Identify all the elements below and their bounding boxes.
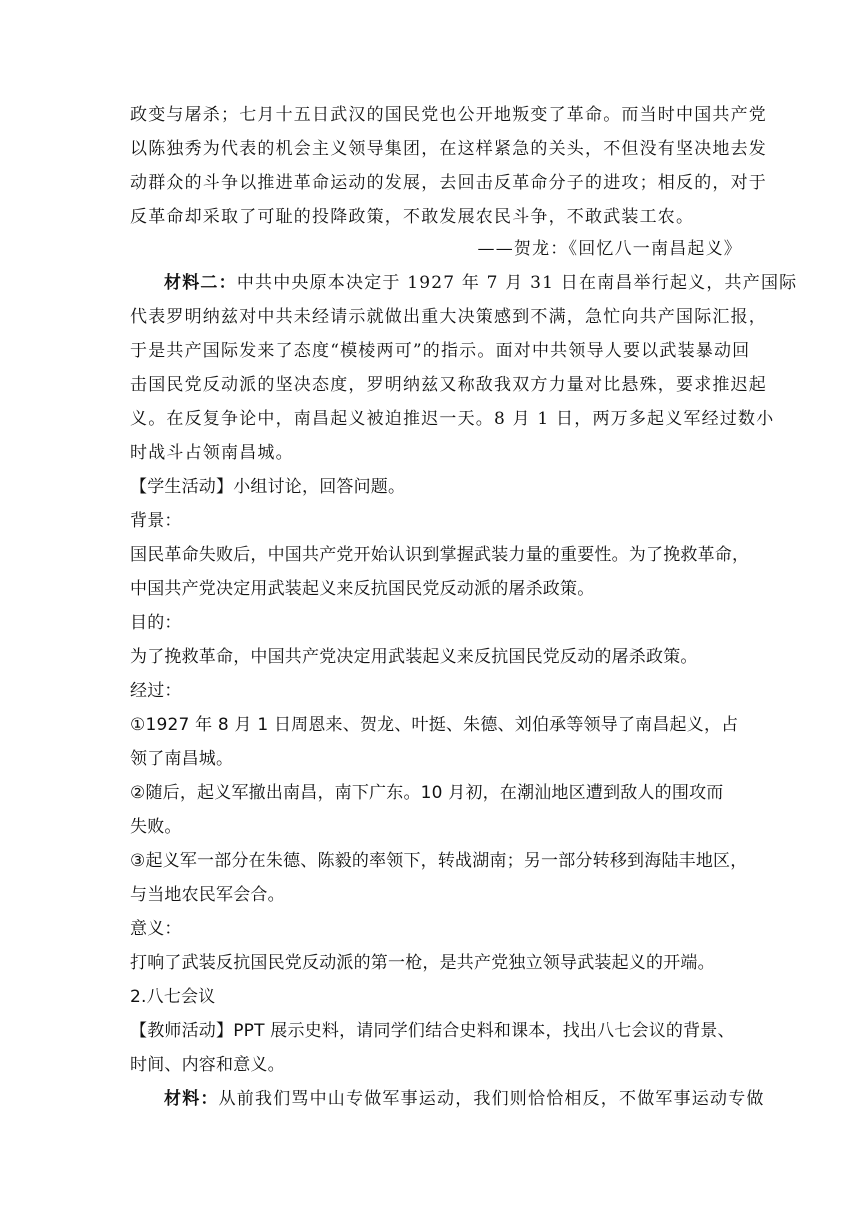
process-item-1-line-2: 领了南昌城。: [130, 749, 234, 769]
teacher-activity-line-1: 【教师活动】PPT 展示史料，请同学们结合史料和课本，找出八七会议的背景、: [130, 1021, 735, 1041]
process-item-3-line-2: 与当地农民军会合。: [130, 885, 285, 905]
material-two-line-6: 时战斗占领南昌城。: [130, 443, 294, 463]
quote-line-3: 动群众的斗争以推进革命运动的发展，去回击反革命分子的进攻；相反的，对于: [130, 173, 767, 193]
section-heading-august-seventh: 2.八七会议: [130, 987, 216, 1007]
quote-attribution: ——贺龙：《回忆八一南昌起义》: [477, 239, 742, 259]
quote-line-1: 政变与屠杀；七月十五日武汉的国民党也公开地叛变了革命。而当时中国共产党: [130, 105, 767, 125]
student-activity-heading: 【学生活动】小组讨论，回答问题。: [130, 477, 406, 497]
process-item-2-line-2: 失败。: [130, 817, 182, 837]
material-two-line-4: 击国民党反动派的坚决态度，罗明纳兹又称敌我双方力量对比悬殊，要求推迟起: [130, 375, 767, 395]
material-label: 材料：: [164, 1089, 219, 1109]
process-item-1-line-1: ①1927 年 8 月 1 日周恩来、贺龙、叶挺、朱德、刘伯承等领导了南昌起义，占: [130, 715, 739, 735]
material-two-text: 中共中央原本决定于 1927 年 7 月 31 日在南昌举行起义，共产国际: [236, 273, 798, 293]
background-line-1: 国民革命失败后，中国共产党开始认识到掌握武装力量的重要性。为了挽救革命，: [130, 545, 750, 565]
process-item-3-line-1: ③起义军一部分在朱德、陈毅的率领下，转战湖南；另一部分转移到海陆丰地区，: [130, 851, 748, 871]
process-item-2-line-1: ②随后，起义军撤出南昌，南下广东。10 月初，在潮汕地区遭到敌人的围攻而: [130, 783, 724, 803]
material-two-label: 材料二：: [164, 273, 237, 293]
quote-line-2: 以陈独秀为代表的机会主义领导集团，在这样紧急的关头，不但没有坚决地去发: [130, 139, 767, 159]
background-label: 背景：: [130, 511, 182, 531]
material-two-line-3: 于是共产国际发来了态度“模棱两可”的指示。面对中共领导人要以武装暴动回: [130, 341, 751, 361]
material-two-line-2: 代表罗明纳兹对中共未经请示就做出重大决策感到不满，急忙向共产国际汇报，: [130, 307, 767, 327]
background-line-2: 中国共产党决定用武装起义来反抗国民党反动派的屠杀政策。: [130, 579, 595, 599]
purpose-label: 目的：: [130, 613, 182, 633]
material-two-line-1: [164, 272, 798, 294]
purpose-text: 为了挽救革命，中国共产党决定用武装起义来反抗国民党反动的屠杀政策。: [130, 647, 698, 667]
quote-line-4: 反革命却采取了可耻的投降政策，不敢发展农民斗争，不敢武装工农。: [130, 207, 695, 227]
process-label: 经过：: [130, 681, 182, 701]
material-two-line-5: 义。在反复争论中，南昌起义被迫推迟一天。8 月 1 日，两万多起义军经过数小: [130, 409, 775, 429]
material-line: [164, 1088, 765, 1110]
significance-label: 意义：: [130, 919, 182, 939]
teacher-activity-line-2: 时间、内容和意义。: [130, 1055, 285, 1075]
material-text: 从前我们骂中山专做军事运动，我们则恰恰相反，不做军事运动专做: [218, 1089, 765, 1109]
significance-text: 打响了武装反抗国民党反动派的第一枪，是共产党独立领导武装起义的开端。: [130, 953, 715, 973]
